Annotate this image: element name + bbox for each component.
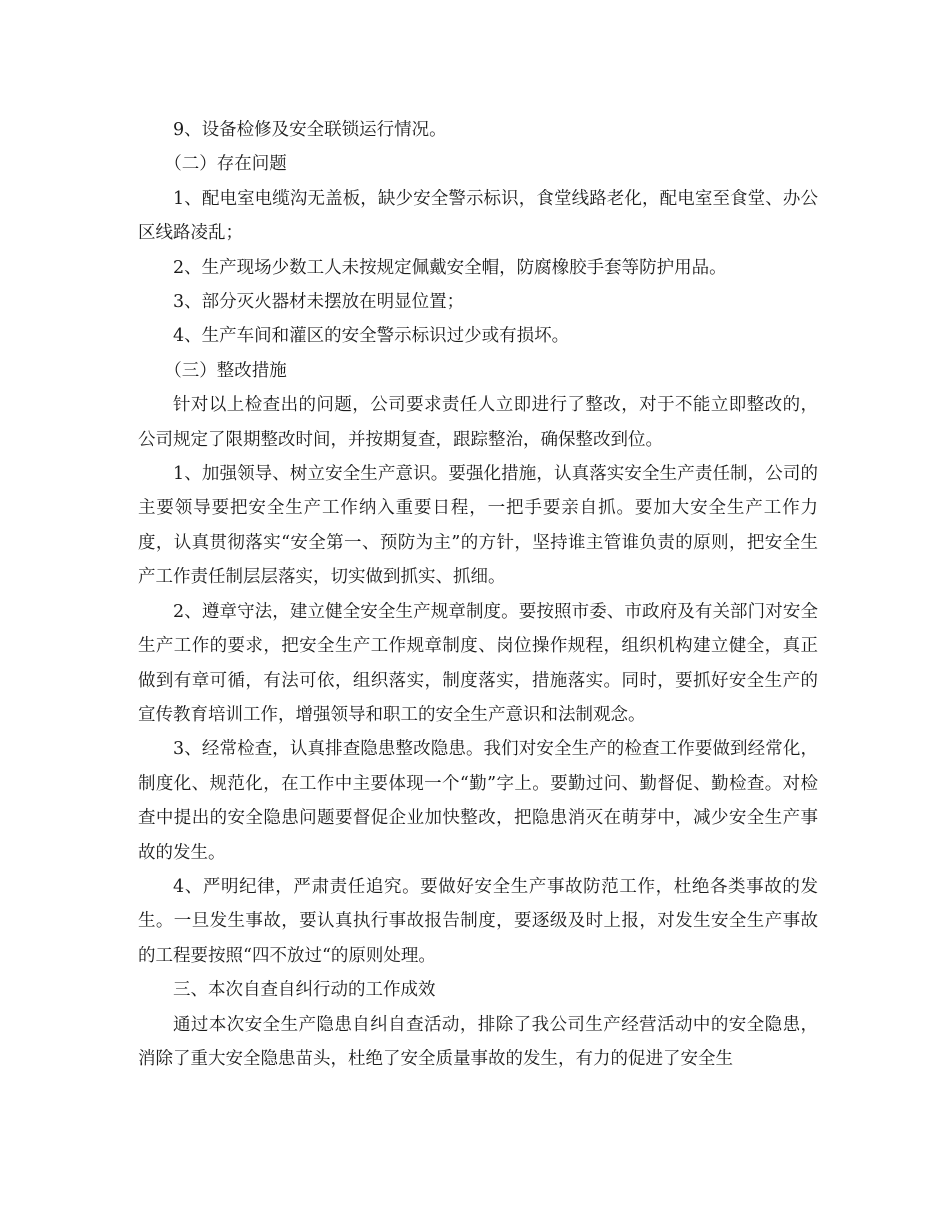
section-heading-measures: （三）整改措施 (164, 360, 287, 381)
paragraph-measure-3: 3、经常检查，认真排查隐患整改隐患。我们对安全生产的检查工作要做到经常化，制度化、规范化，在工作中主要体现一个“勤”字上。要勤过问、勤督促、勤检查。对检查中提出的安全隐患问题要督促企业加快整改，把隐患消灭在萌芽中，减少安全生产事故的发生。 (138, 739, 818, 863)
paragraph-measure-2: 2、遵章守法，建立健全安全生产规章制度。要按照市委、市政府及有关部门对安全生产工作的要求，把安全生产工作规章制度、岗位操作规程，组织机构建立健全，真正做到有章可循，有法可依，组织落实，制度落实，措施落实。同时，要抓好安全生产的宣传教育培训工作，增强领导和职工的安全生产意识和法制观念。 (138, 601, 818, 725)
paragraph-results: 通过本次安全生产隐患自纠自查活动，排除了我公司生产经营活动中的安全隐患，消除了重大安全隐患苗头，杜绝了安全质量事故的发生，有力的促进了安全生 (138, 1014, 818, 1069)
paragraph-measure-4: 4、严明纪律，严肃责任追究。要做好安全生产事故防范工作，杜绝各类事故的发生。一旦发生事故，要认真执行事故报告制度，要逐级及时上报，对发生安全生产事故的工程要按照“四不放过“的原则处理。 (138, 876, 818, 966)
paragraph-measures-intro: 针对以上检查出的问题，公司要求责任人立即进行了整改，对于不能立即整改的，公司规定了限期整改时间，并按期复查，跟踪整治，确保整改到位。 (138, 395, 818, 450)
section-heading-problems: （二）存在问题 (164, 154, 287, 175)
paragraph-item-9: 9、设备检修及安全联锁运行情况。 (173, 120, 447, 140)
paragraph-problem-1: 1、配电室电缆沟无盖板，缺少安全警示标识，食堂线路老化，配电室至食堂、办公区线路凌乱； (138, 188, 818, 244)
document-body (138, 113, 818, 1076)
paragraph-measure-1: 1、加强领导、树立安全生产意识。要强化措施，认真落实安全生产责任制，公司的主要领导要把安全生产工作纳入重要日程，一把手要亲自抓。要加大安全生产工作力度，认真贯彻落实“安全第一、预防为主”的方针，坚持谁主管谁负责的原则，把安全生产工作责任制层层落实，切实做到抓实、抓细。 (138, 464, 818, 588)
paragraph-problem-4: 4、生产车间和灌区的安全警示标识过少或有损坏。 (173, 326, 570, 347)
paragraph-problem-2: 2、生产现场少数工人未按规定佩戴安全帽，防腐橡胶手套等防护用品。 (173, 257, 727, 278)
paragraph-problem-3: 3、部分灭火器材未摆放在明显位置； (173, 292, 465, 313)
section-heading-results: 三、本次自查自纠行动的工作成效 (173, 980, 436, 1001)
